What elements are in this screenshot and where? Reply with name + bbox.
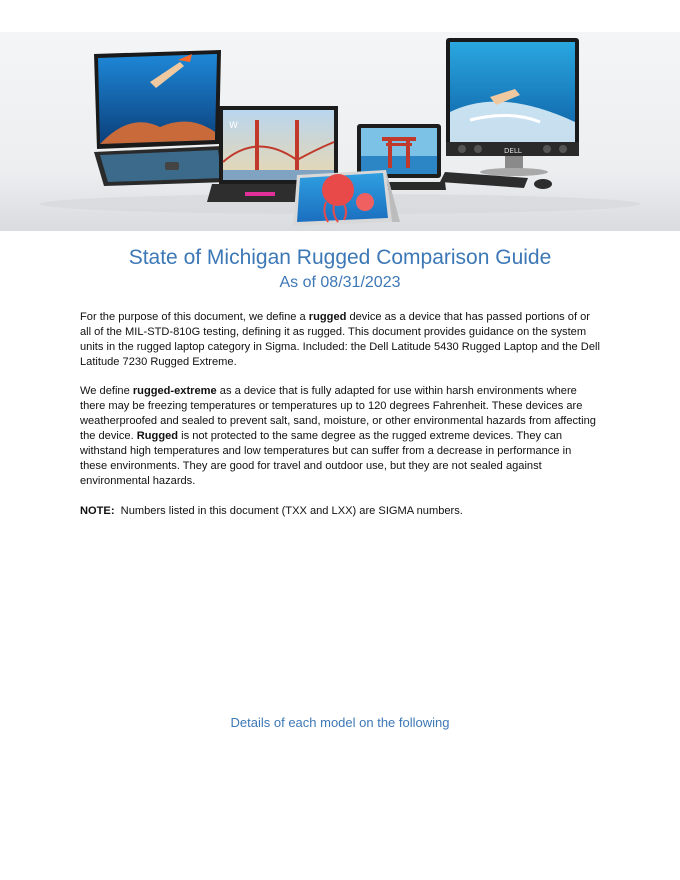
aio-right-device [446,38,579,176]
hero-image [0,32,680,231]
svg-text:DELL: DELL [504,147,522,155]
bold-term-rugged: rugged [308,311,347,323]
footer-note: Details of each model on the following [230,715,450,730]
page-subtitle: As of 08/31/2023 [279,274,401,291]
note-text: Numbers listed in this document (TXX and LXX) are SIGMA numbers. [114,505,463,517]
intro-paragraph: For the purpose of this document, we define a rugged device as a device that has passed portions of or all of the MIL-STD-810G testing, defining it as rugged. This document provides guidance on the system units in the rugged laptop category in Sigma. Included: the Dell Latitude 5430 Rugged Laptop and the Dell Latitude 7230 Rugged Extreme. [80,311,600,368]
note-paragraph [80,504,600,519]
svg-text:W: W [229,121,238,131]
device-lineup-illustration [0,32,680,231]
bold-term-rugged-2: Rugged [136,430,179,442]
page-title: State of Michigan Rugged Comparison Guide [128,246,552,269]
bold-term-rugged-extreme: rugged-extreme [132,385,217,397]
definition-paragraph: We define rugged-extreme as a device that is fully adapted for use within harsh environments where there may be freezing temperatures or temperatures up to 120 degrees Fahrenheit. These devices are weatherproofed and sealed to prevent salt, sand, moisture, or other environmental hazards from affecting the device. Rugged is not protected to the same degree as the rugged extreme devices. They can withstand high temperatures and low temperatures but can suffer from a decrease in performance in these environments. They are good for travel and outdoor use, but they are not sealed against environmental hazards. [80,385,596,487]
aio-left-device [94,50,228,186]
two-in-one-device [293,170,400,226]
note-label: NOTE: [80,505,115,517]
